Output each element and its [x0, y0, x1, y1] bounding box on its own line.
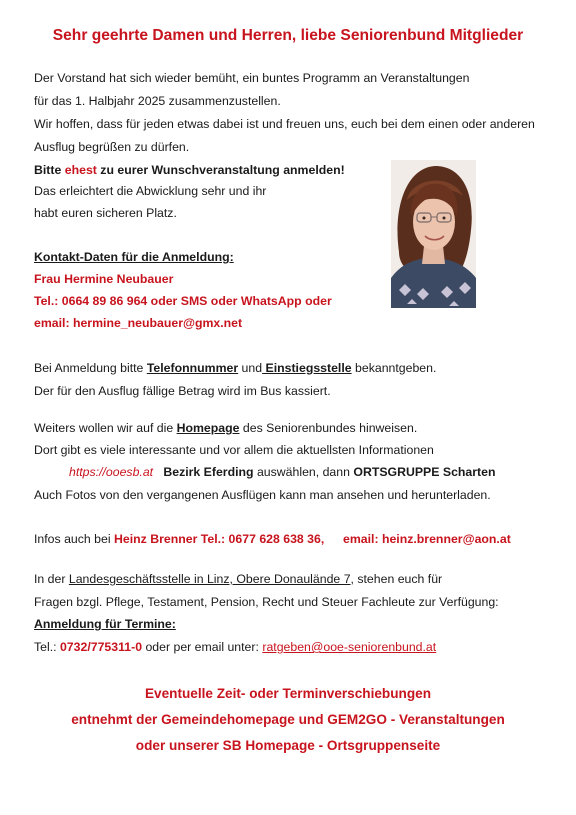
booking-line-2: Der für den Ausflug fällige Betrag wird im Bus kassiert. [34, 384, 331, 398]
page-title: Sehr geehrte Damen und Herren, liebe Seniorenbund Mitglieder [52, 27, 524, 44]
local-group-name: ORTSGRUPPE Scharten [353, 465, 496, 479]
booking-line-1 [34, 361, 436, 376]
contact-name: Frau Hermine Neubauer [34, 272, 174, 286]
office-email-link[interactable]: ratgeben@ooe-seniorenbund.at [262, 640, 437, 654]
infos-line [34, 532, 324, 547]
booking-text: Bei Anmeldung bitte [34, 361, 147, 375]
intro-line-6: Das erleichtert die Abwicklung sehr und ihr [34, 184, 267, 198]
footer-line-3: oder unserer SB Homepage - Ortsgruppenseite [135, 738, 441, 753]
office-line-2: Fragen bzgl. Pflege, Testament, Pension, Recht und Steuer Fachleute zur Verfügung: [34, 595, 499, 609]
office-address: Landesgeschäftsstelle in Linz, Obere Donaulände 7 [68, 572, 351, 586]
intro-line-5 [34, 163, 345, 178]
office-text-end: , stehen euch für [350, 572, 443, 586]
booking-text-end: bekanntgeben. [351, 361, 437, 375]
homepage-text: Weiters wollen wir auf die [34, 421, 177, 435]
infos-prefix: Infos auch bei [34, 532, 114, 546]
homepage-text-end: des Seniorenbundes hinweisen. [239, 421, 418, 435]
homepage-line-2: Dort gibt es viele interessante und vor allem die aktuellsten Informationen [34, 443, 434, 457]
homepage-line-3 [69, 465, 496, 480]
infos-contact: Heinz Brenner Tel.: 0677 628 638 36, [113, 532, 325, 546]
website-url[interactable]: https://ooesb.at [69, 465, 154, 479]
office-text: In der [34, 572, 69, 586]
homepage-link[interactable]: Homepage [176, 421, 240, 435]
contact-email: email: hermine_neubauer@gmx.net [34, 316, 243, 330]
footer-line-2: entnehmt der Gemeindehomepage und GEM2GO - Veranstaltungen [71, 712, 505, 727]
booking-phone-required: Telefonnummer [146, 361, 239, 375]
intro-request-rest: zu eurer Wunschveranstaltung anmelden! [96, 163, 345, 177]
office-phone: 0732/775311-0 [59, 640, 143, 654]
intro-line-2: für das 1. Halbjahr 2025 zusammenzustellen. [34, 94, 281, 108]
booking-pickup-required: Einstiegsstelle [262, 361, 352, 375]
intro-line-1: Der Vorstand hat sich wieder bemüht, ein buntes Programm an Veranstaltungen [34, 71, 470, 85]
intro-line-3: Wir hoffen, dass für jeden etwas dabei ist und freuen uns, euch bei dem einen oder anderen [34, 117, 535, 131]
intro-line-4: Ausflug begrüßen zu dürfen. [34, 140, 190, 154]
office-email-label: oder per email unter: [142, 640, 263, 654]
homepage-line-1 [34, 421, 417, 436]
office-line-1 [34, 572, 442, 587]
footer-line-1: Eventuelle Zeit- oder Terminverschiebungen [144, 686, 432, 701]
office-line-4 [34, 640, 436, 655]
homepage-line-4: Auch Fotos von den vergangenen Ausflügen kann man ansehen und herunterladen. [34, 488, 491, 502]
portrait-photo [391, 160, 476, 308]
booking-and: und [238, 361, 263, 375]
contact-phone: Tel.: 0664 89 86 964 oder SMS oder WhatsApp oder [34, 294, 332, 308]
intro-request-text: Bitte [34, 163, 65, 177]
intro-line-7: habt euren sicheren Platz. [34, 206, 177, 220]
contact-heading: Kontakt-Daten für die Anmeldung: [34, 250, 234, 264]
office-tel-label: Tel.: [34, 640, 60, 654]
infos-email[interactable]: email: heinz.brenner@aon.at [343, 532, 511, 546]
district-name: Bezirk Eferding [163, 465, 254, 479]
appointment-heading: Anmeldung für Termine: [34, 617, 176, 631]
intro-emphasis: ehest [64, 163, 97, 177]
homepage-instruction: auswählen, dann [253, 465, 354, 479]
